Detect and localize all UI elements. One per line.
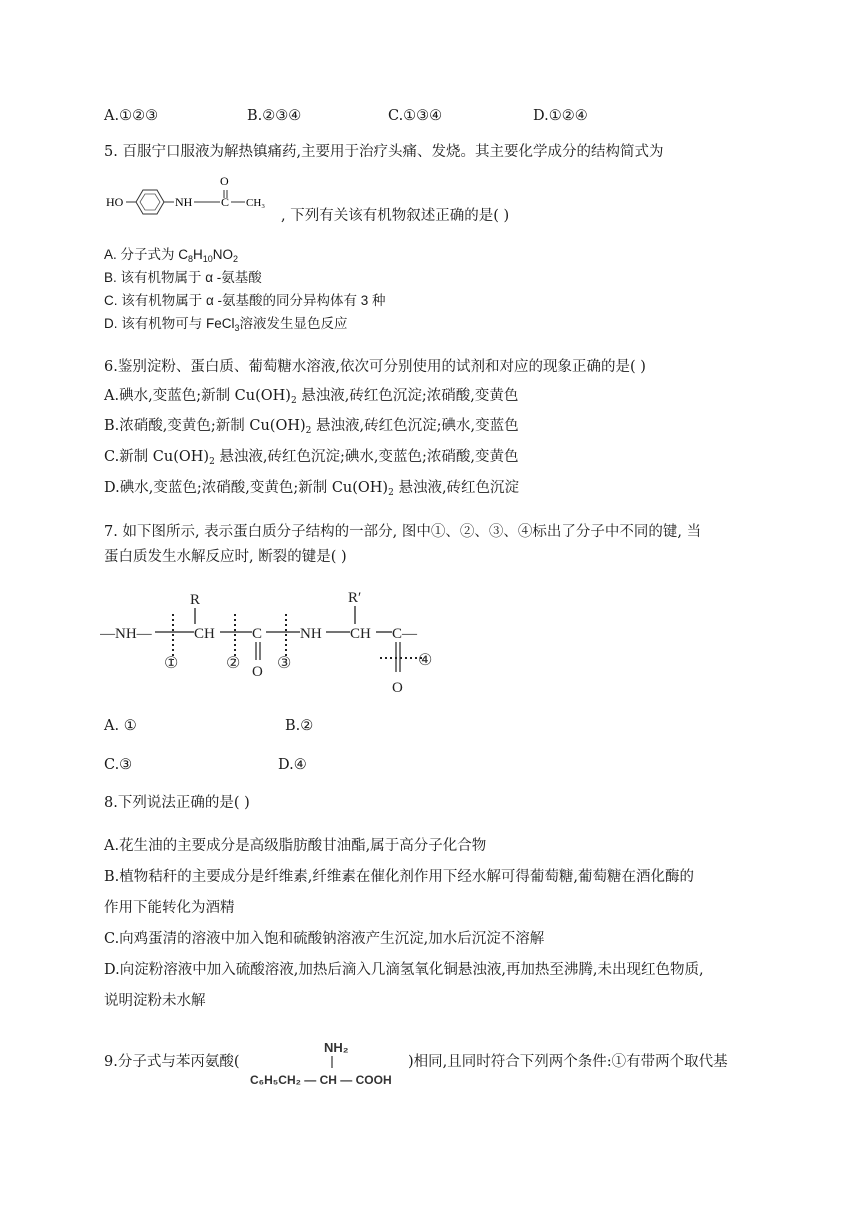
q5-option-a — [104, 245, 238, 265]
q6-c-part2: 悬浊液,砖红色沉淀;碘水,变蓝色;浓硝酸,变黄色 — [214, 449, 519, 465]
q6-d-part2: 悬浊液,砖红色沉淀 — [393, 480, 520, 496]
q7-option-c: C.③ — [104, 757, 133, 773]
diagram-r: R — [190, 592, 201, 608]
q6-b-part2: 悬浊液,砖红色沉淀;碘水,变蓝色 — [311, 418, 519, 434]
q4-option-c: C.①③④ — [388, 108, 443, 124]
q5-stem-tail: , 下列有关该有机物叙述正确的是( ) — [281, 208, 510, 224]
q8-option-b-line1: B.植物秸秆的主要成分是纤维素,纤维素在催化剂作用下经水解可得葡萄糖,葡萄糖在酒化酶的 — [104, 869, 694, 885]
struct-c: C — [221, 195, 230, 209]
q6-option-b — [104, 416, 519, 436]
q6-option-c — [104, 447, 519, 467]
q5-a-sub1: 8 — [188, 254, 194, 264]
struct-nh: NH — [175, 195, 193, 209]
q6-a-part2: 悬浊液,砖红色沉淀;浓硝酸,变黄色 — [296, 388, 519, 404]
q8-option-c: C.向鸡蛋清的溶液中加入饱和硫酸钠溶液产生沉淀,加水后沉淀不溶解 — [104, 931, 545, 947]
q7-stem-line2: 蛋白质发生水解反应时, 断裂的键是( ) — [104, 549, 347, 565]
q6-a-sub: 2 — [290, 396, 297, 406]
q9-stem-pre: 9.分子式与苯丙氨酸( — [104, 1054, 240, 1070]
struct-nh2: NH₂ — [324, 1040, 349, 1055]
diagram-c-2: C— — [392, 626, 418, 642]
q6-d-sub: 2 — [388, 488, 394, 498]
peptide-bond-diagram — [100, 580, 440, 700]
q5-option-d — [104, 314, 348, 334]
diagram-c-1: C — [252, 626, 263, 642]
q6-option-d — [104, 478, 519, 498]
q6-b-part1: B.浓硝酸,变黄色;新制 Cu(OH) — [104, 418, 306, 434]
diagram-o-2: O — [392, 680, 403, 696]
q7-option-d: D.④ — [278, 757, 307, 773]
q4-option-d: D.①②④ — [533, 108, 588, 124]
q6-option-a — [104, 386, 518, 406]
marker-1: ① — [164, 655, 179, 672]
q5-d-sub: 3 — [234, 323, 240, 333]
q6-b-sub: 2 — [305, 426, 312, 436]
q5-a-no: NO — [212, 247, 234, 262]
q7-stem-line1: 7. 如下图所示, 表示蛋白质分子结构的一部分, 图中①、②、③、④标出了分子中不同的键, 当 — [104, 524, 702, 540]
q7-option-a: A. ① — [104, 718, 137, 734]
q5-option-b: B. 该有机物属于 α -氨基酸 — [104, 270, 262, 285]
paracetamol-structure — [104, 168, 279, 220]
struct-ho: HO — [106, 195, 124, 209]
struct-ch3: CH₃ — [246, 197, 266, 209]
q5-a-sub2: 10 — [202, 254, 213, 264]
q6-stem: 6.鉴别淀粉、蛋白质、葡萄糖水溶液,依次可分别使用的试剂和对应的现象正确的是( ) — [104, 359, 646, 375]
q7-option-b: B.② — [285, 718, 314, 734]
q4-option-b: B.②③④ — [247, 108, 302, 124]
phenylalanine-structure — [250, 1036, 410, 1092]
q5-d-text: D. 该有机物可与 FeCl — [104, 316, 235, 331]
diagram-nh-left: —NH— — [100, 626, 152, 642]
struct-main-chain: C₆H₅CH₂ — CH — COOH — [250, 1073, 392, 1087]
diagram-r-prime: R′ — [348, 590, 362, 606]
q5-a-sub3: 2 — [233, 254, 239, 264]
diagram-ch-1: CH — [194, 626, 215, 642]
q8-option-d-line1: D.向淀粉溶液中加入硫酸溶液,加热后滴入几滴氢氧化铜悬浊液,再加热至沸腾,未出现红色物质, — [104, 962, 704, 978]
marker-4: ④ — [418, 652, 433, 669]
q9-stem-post: )相同,且同时符合下列两个条件:①有带两个取代基 — [408, 1054, 728, 1070]
q8-option-d-line2: 说明淀粉未水解 — [104, 993, 206, 1009]
q5-option-c: C. 该有机物属于 α -氨基酸的同分异构体有 3 种 — [104, 293, 386, 308]
q5-stem: 5. 百服宁口服液为解热镇痛药,主要用于治疗头痛、发烧。其主要化学成分的结构简式为 — [104, 144, 664, 160]
q8-option-a: A.花生油的主要成分是高级脂肪酸甘油酯,属于高分子化合物 — [104, 838, 487, 854]
q8-option-b-line2: 作用下能转化为酒精 — [104, 900, 235, 916]
q5-a-text: A. 分子式为 C — [104, 247, 189, 262]
q4-option-a: A.①②③ — [104, 108, 159, 124]
q6-a-part1: A.碘水,变蓝色;新制 Cu(OH) — [104, 388, 291, 404]
q6-c-sub: 2 — [209, 457, 215, 467]
diagram-ch-2: CH — [350, 626, 371, 642]
marker-2: ② — [226, 655, 241, 672]
marker-3: ③ — [277, 655, 292, 672]
q5-d-tail: 溶液发生显色反应 — [239, 316, 348, 331]
diagram-nh-2: NH — [300, 626, 322, 642]
q6-d-part1: D.碘水,变蓝色;浓硝酸,变黄色;新制 Cu(OH) — [104, 480, 389, 496]
struct-o: O — [220, 174, 229, 188]
q6-c-part1: C.新制 Cu(OH) — [104, 449, 210, 465]
diagram-o-1: O — [252, 664, 263, 680]
q8-stem: 8.下列说法正确的是( ) — [104, 795, 250, 811]
q5-a-h: H — [193, 247, 203, 262]
